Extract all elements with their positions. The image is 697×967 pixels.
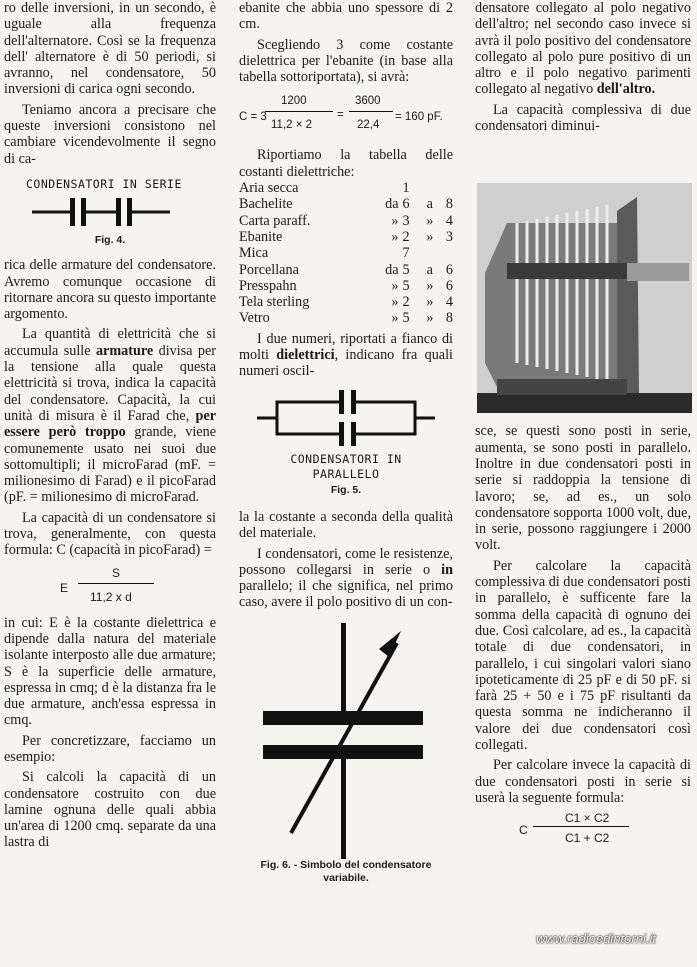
dielectric-hi: 6 bbox=[445, 277, 453, 294]
column-2 bbox=[239, 0, 453, 885]
dielectric-lo: 5 bbox=[402, 310, 410, 327]
dielectric-lo: 3 bbox=[402, 212, 410, 229]
dielectric-lo: 1 bbox=[402, 180, 410, 197]
watermark: www.radioedintorni.it bbox=[536, 931, 656, 946]
dielectric-name: Vetro bbox=[239, 310, 270, 327]
dielectric-name: Bachelite bbox=[239, 196, 293, 213]
dielectric-hi bbox=[439, 180, 453, 196]
figure-6 bbox=[239, 623, 453, 885]
dielectric-pre: » bbox=[391, 212, 399, 229]
paragraph: Per concretizzare, facciamo un esempio: bbox=[4, 732, 216, 765]
series-formula: C C1 × C2 C1 + C2 bbox=[475, 810, 691, 846]
figure-5-label: PARALLELO bbox=[312, 466, 380, 481]
paragraph: Riportiamo la tabella delle costanti dielettriche: bbox=[239, 147, 453, 180]
dielectric-hi: 8 bbox=[445, 310, 453, 327]
paragraph: I due numeri, riportati a fianco di molti dielettrici, indicano fra quali numeri oscil- bbox=[239, 330, 453, 380]
dielectric-hi: 3 bbox=[445, 228, 453, 245]
dielectric-row bbox=[239, 278, 453, 294]
dielectric-pre: » bbox=[391, 310, 399, 327]
parallel-capacitors-symbol bbox=[239, 388, 453, 448]
dielectric-hi: 8 bbox=[445, 196, 453, 213]
paragraph: Si calcoli la capacità di un condensatore costruito con due lamine ognuna delle quali abbia un'area di 1200 cmq. separate da una lastra di bbox=[4, 769, 216, 851]
dielectric-hi bbox=[439, 245, 453, 261]
dielectric-row bbox=[239, 229, 453, 245]
dielectric-pre: » bbox=[391, 228, 399, 245]
dielectric-pre bbox=[360, 180, 402, 196]
dielectric-lo: 6 bbox=[402, 196, 410, 213]
dielectric-table bbox=[239, 180, 453, 327]
paragraph: ro delle inversioni, in un secondo, è uguale alla frequenza dell'alternatore. Così se la frequenza dell' alternatore è di 50 periodi, si avranno, nel condensatore, 50 inversioni di carica ogni secondo. bbox=[4, 0, 216, 98]
dielectric-lo: 7 bbox=[402, 245, 410, 262]
paragraph: sce, se questi sono posti in serie, aumenta, se sono posti in parallelo. Inoltre in due condensatori posti in serie si raddoppia la tensione di lavoro; se, ad es., un solo condensatore sopporta 1000 volt, due, in serie, possono raggiungere i 2000 volt. bbox=[475, 423, 691, 554]
paragraph: la la costante a seconda della qualità del materiale. bbox=[239, 508, 453, 542]
dielectric-name: Tela sterling bbox=[239, 294, 310, 311]
figure-5 bbox=[239, 388, 453, 497]
figure-4-label: CONDENSATORI IN SERIE bbox=[26, 176, 182, 191]
dielectric-sep: » bbox=[426, 294, 434, 311]
dielectric-hi: 4 bbox=[445, 294, 453, 311]
variable-capacitor-symbol bbox=[239, 623, 453, 859]
paragraph: La capacità di un condensatore si trova, generalmente, con questa formula: C (capacità in picoFarad) = bbox=[4, 509, 216, 559]
paragraph: densatore collegato al polo negativo dell'altro; nel secondo caso invece si avrà il polo positivo del condensatore collegato al polo pure positivo di un altro e il polo negativo parimenti collegato al negativo dell'altro. bbox=[475, 0, 691, 98]
dielectric-row bbox=[239, 245, 453, 261]
figure-6-caption: Fig. 6. - Simbolo del condensatore variabile. bbox=[260, 859, 432, 885]
paragraph: Teniamo ancora a precisare che queste inversioni consistono nel cambiare vicendevolmente il segno di ca- bbox=[4, 101, 216, 167]
dielectric-pre: da bbox=[385, 261, 399, 278]
paragraph: Per calcolare la capacità complessiva di due condensatori posti in parallelo, è sufficente fare la somma della capacità di ognuno dei due. Così calcolare, ad es., la capacità totale di due condensatori, in parallelo, i cui singolari valori siano ipoteticamente di 25 pF e di 50 pF. si farà 25 + 50 e i 75 pF risultanti da questa somma ne indicheranno il valore dei due condensatori così collegati. bbox=[475, 557, 691, 754]
dielectric-name: Aria secca bbox=[239, 180, 299, 197]
paragraph: La capacità complessiva di due condensatori diminui- bbox=[475, 101, 691, 135]
dielectric-name: Ebanite bbox=[239, 228, 283, 245]
dielectric-sep: » bbox=[426, 212, 434, 229]
column-1 bbox=[4, 0, 216, 851]
series-capacitors-symbol bbox=[4, 192, 216, 232]
dielectric-row bbox=[239, 213, 453, 229]
dielectric-pre: da bbox=[385, 196, 399, 213]
dielectric-row bbox=[239, 180, 453, 196]
dielectric-name: Presspahn bbox=[239, 277, 297, 294]
paragraph: Scegliendo 3 come costante dielettrica per l'ebanite (in base alla tabella sottoriportata), si avrà: bbox=[239, 36, 453, 86]
dielectric-pre: » bbox=[391, 277, 399, 294]
variable-capacitor-photo bbox=[477, 183, 692, 413]
dielectric-pre: » bbox=[391, 294, 399, 311]
dielectric-row bbox=[239, 196, 453, 212]
dielectric-sep: » bbox=[426, 310, 434, 327]
dielectric-sep: » bbox=[426, 228, 434, 245]
dielectric-row bbox=[239, 294, 453, 310]
paragraph: rica delle armature del condensatore. Avremo comunque occasione di ritornare ancora su questo importante argomento. bbox=[4, 257, 216, 323]
dielectric-sep bbox=[421, 180, 439, 196]
dielectric-lo: 5 bbox=[402, 277, 410, 294]
figure-5-label: CONDENSATORI IN bbox=[290, 451, 402, 466]
dielectric-row bbox=[239, 262, 453, 278]
dielectric-lo: 5 bbox=[402, 261, 410, 278]
dielectric-lo: 2 bbox=[402, 294, 410, 311]
figure-5-caption: Fig. 5. bbox=[330, 483, 362, 496]
figure-4 bbox=[4, 177, 216, 247]
dielectric-hi: 4 bbox=[445, 212, 453, 229]
figure-4-caption: Fig. 4. bbox=[94, 234, 126, 247]
paragraph: I condensatori, come le resistenze, possono collegarsi in serie o in parallelo; il che significa, nel primo caso, avere il polo positivo di un con- bbox=[239, 545, 453, 611]
example-equation: C = 3 1200 11,2 × 2 = 3600 22,4 = 160 pF. bbox=[239, 95, 443, 132]
dielectric-pre bbox=[360, 245, 402, 261]
dielectric-row bbox=[239, 310, 453, 326]
dielectric-hi: 6 bbox=[445, 261, 453, 278]
dielectric-name: Porcellana bbox=[239, 261, 299, 278]
dielectric-sep: a bbox=[426, 196, 433, 213]
paragraph: in cui: E è la costante dielettrica e dipende dalla natura del materiale isolante interposto alle due armature; S è la superficie delle armature, espressa in cmq; d è la distanza fra le due armature, anch'essa espressa in cmq. bbox=[4, 614, 216, 729]
dielectric-sep bbox=[421, 245, 439, 261]
paragraph: ebanite che abbia uno spessore di 2 cm. bbox=[239, 0, 453, 33]
dielectric-sep: a bbox=[426, 261, 433, 278]
dielectric-name: Mica bbox=[239, 245, 269, 262]
paragraph: La quantità di elettricità che si accumula sulle armature divisa per la tensione alla quale questa elettricità si trova, indica la capacità del condensatore. Capacità, la cui unità di misura è il Farad che, per essere però troppo grande, viene comunemente usato nei suoi due sottomultipli; il microFarad (mF. = milionesimo di Farad) e il picoFarad (pF. = milionesimo di microFarad. bbox=[4, 326, 216, 506]
capacity-formula: E S 11,2 x d bbox=[4, 565, 216, 609]
paragraph: Per calcolare invece la capacità di due condensatori posti in serie si userà la seguente formula: bbox=[475, 757, 691, 806]
dielectric-lo: 2 bbox=[402, 228, 410, 245]
dielectric-name: Carta paraff. bbox=[239, 212, 311, 229]
dielectric-sep: » bbox=[426, 277, 434, 294]
column-3 bbox=[475, 0, 691, 846]
